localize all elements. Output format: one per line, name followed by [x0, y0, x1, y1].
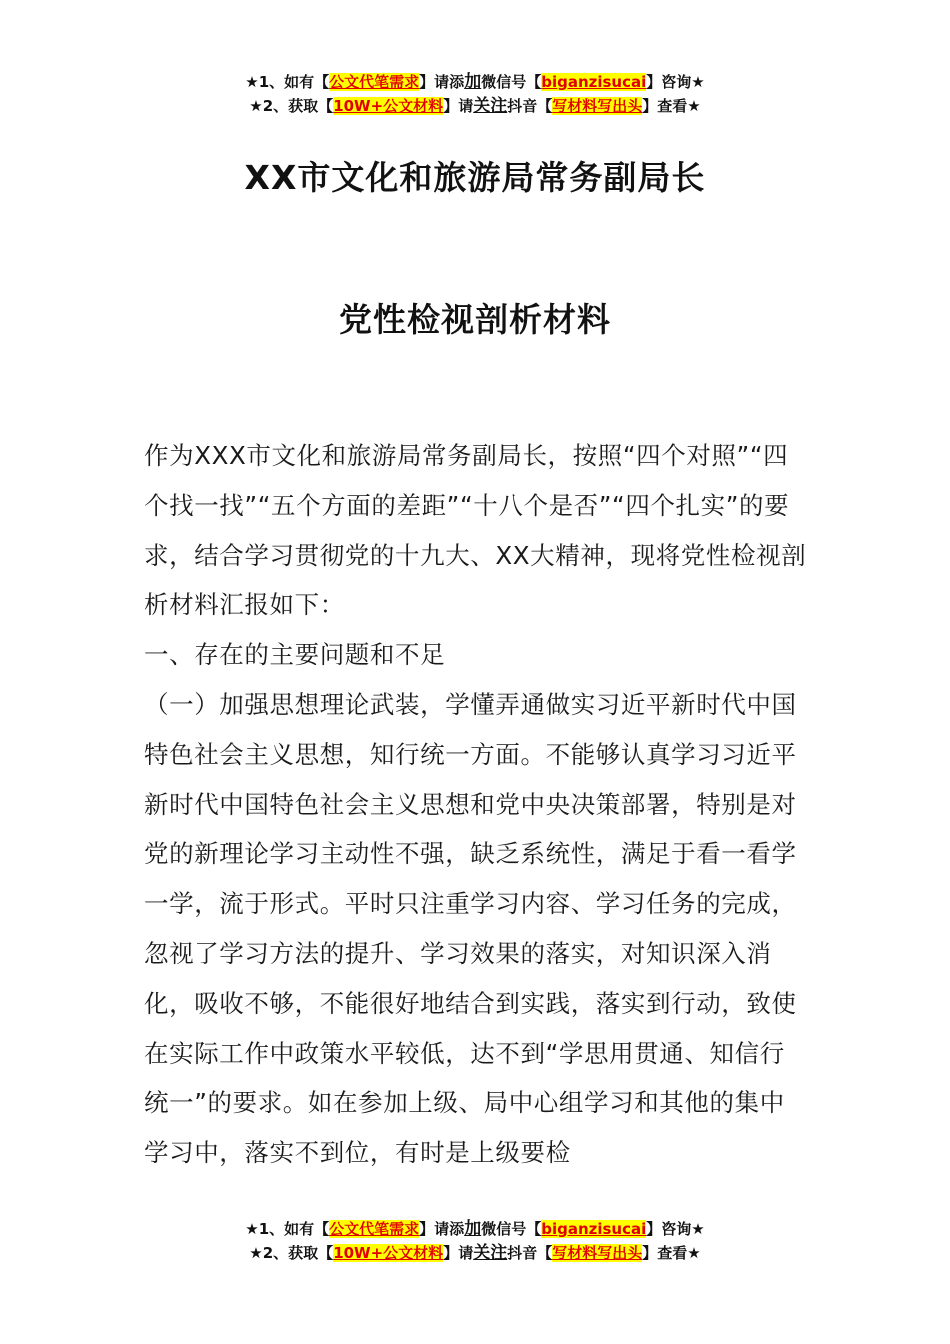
banner-text: ★1、如有【 [245, 73, 330, 91]
banner-highlight: biganzisucai [541, 73, 647, 91]
banner-text: 】查看★ [642, 97, 701, 115]
header-banner [0, 70, 950, 118]
banner-text: 】咨询★ [646, 1220, 705, 1238]
banner-highlight: 写材料写出头 [552, 97, 643, 115]
banner-emphasis: 加 [464, 72, 482, 92]
document-body [144, 431, 808, 1178]
paragraph-intro: 作为XXX市文化和旅游局常务副局长，按照“四个对照”“四个找一找”“五个方面的差距”“十八个是否”“四个扎实”的要求，结合学习贯彻党的十九大、XX大精神，现将党性检视剖析材料汇报如下： [144, 441, 807, 620]
section-heading: 一、存在的主要问题和不足 [144, 640, 446, 670]
banner-text: 微信号【 [481, 73, 542, 91]
banner-text: 微信号【 [481, 1220, 542, 1238]
banner-text: 】请 [443, 1244, 474, 1262]
banner-text: 抖音【 [507, 97, 553, 115]
banner-line-2 [0, 94, 950, 118]
banner-text: ★2、获取【 [249, 97, 334, 115]
paragraph-item-1: （一）加强思想理论武装，学懂弄通做实习近平新时代中国特色社会主义思想，知行统一方面。不能够认真学习习近平新时代中国特色社会主义思想和党中央决策部署，特别是对党的新理论学习主动性不强，缺乏系统性，满足于看一看学一学，流于形式。平时只注重学习内容、学习任务的完成，忽视了学习方法的提升、学习效果的落实，对知识深入消化，吸收不够，不能很好地结合到实践，落实到行动，致使在实际工作中政策水平较低，达不到“学思用贯通、知信行统一”的要求。如在参加上级、局中心组学习和其他的集中学习中，落实不到位，有时是上级要检 [144, 689, 797, 1168]
document-title-line-2: 党性检视剖析材料 [339, 300, 611, 339]
footer-banner [0, 1217, 950, 1265]
banner-line-2 [0, 1241, 950, 1265]
banner-text: 】查看★ [642, 1244, 701, 1262]
banner-highlight: 10W+公文材料 [333, 97, 444, 115]
banner-emphasis: 关注 [473, 1243, 508, 1263]
banner-text: ★1、如有【 [245, 1220, 330, 1238]
banner-emphasis: 关注 [473, 96, 508, 116]
banner-line-1 [0, 70, 950, 94]
banner-highlight: 公文代笔需求 [329, 1220, 420, 1238]
banner-highlight: biganzisucai [541, 1220, 647, 1238]
banner-text: 抖音【 [507, 1244, 553, 1262]
banner-highlight: 写材料写出头 [552, 1244, 643, 1262]
banner-text: 】请 [443, 97, 474, 115]
banner-highlight: 公文代笔需求 [329, 73, 420, 91]
banner-text: 】咨询★ [646, 73, 705, 91]
banner-text: 】请添 [419, 73, 465, 91]
banner-text: ★2、获取【 [249, 1244, 334, 1262]
banner-highlight: 10W+公文材料 [333, 1244, 444, 1262]
banner-emphasis: 加 [464, 1219, 482, 1239]
document-title-line-1: XX市文化和旅游局常务副局长 [244, 158, 706, 197]
banner-line-1 [0, 1217, 950, 1241]
banner-text: 】请添 [419, 1220, 465, 1238]
